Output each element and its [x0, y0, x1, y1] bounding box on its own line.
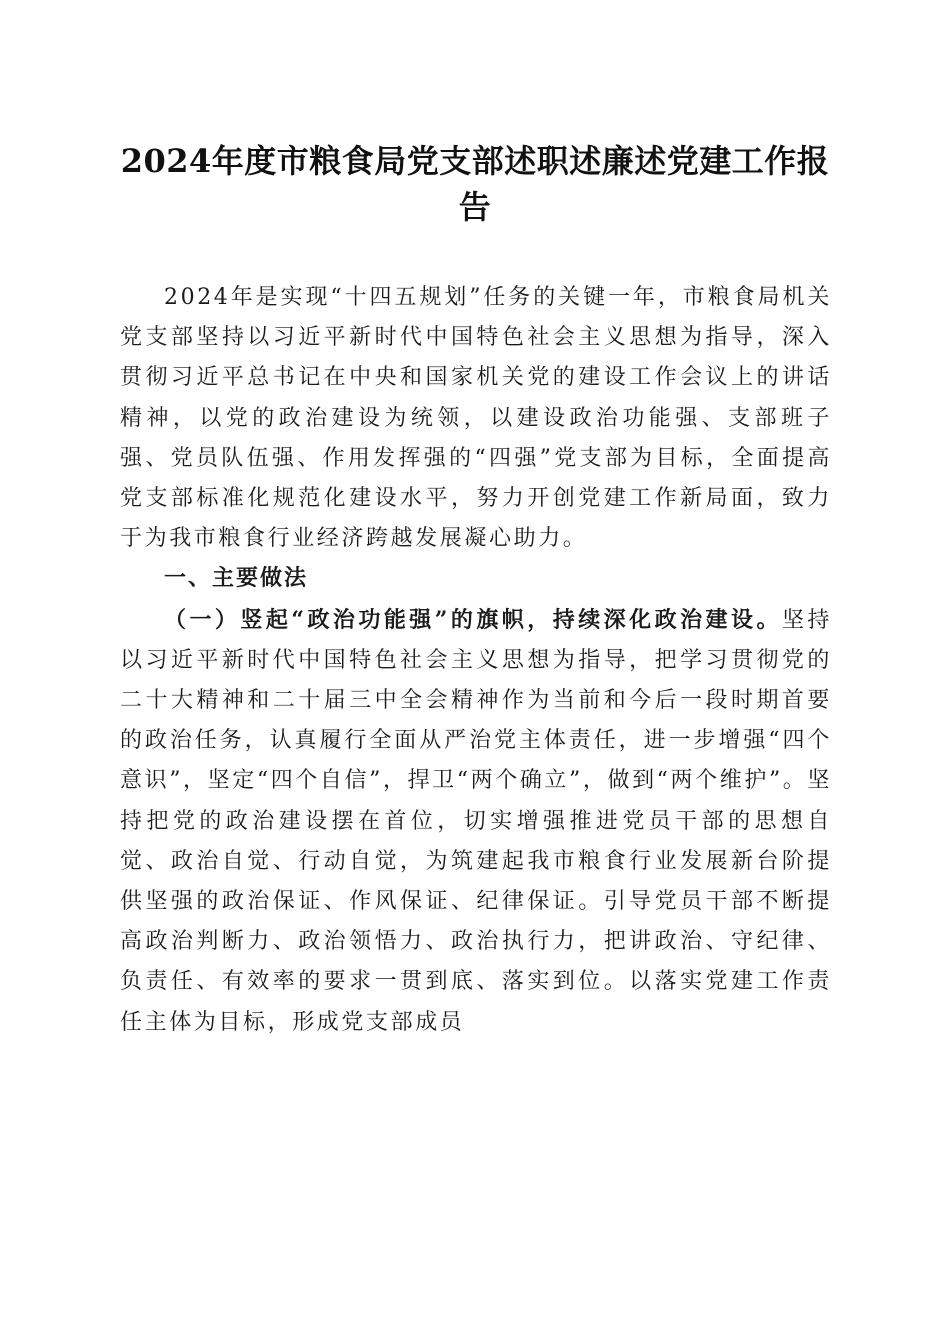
section-heading-main-practices: 一、主要做法 — [164, 566, 309, 592]
intro-paragraph: 2024年是实现“十四五规划”任务的关键一年，市粮食局机关党支部坚持以习近平新时代中国特色社会主义思想为指导，深入贯彻习近平总书记在中央和国家机关党的建设工作会议上的讲话精神，以党的政治建设为统领，以建设政治功能强、支部班子强、党员队伍强、作用发挥强的“四强”党支部为目标，全面提高党支部标准化规范化建设水平，努力开创党建工作新局面，致力于为我市粮食行业经济跨越发展凝心助力。 — [120, 285, 832, 552]
document-title: 2024年度市粮食局党支部述职述廉述党建工作报告 — [120, 142, 830, 226]
document-body — [120, 278, 832, 1043]
subsection-body-text: 坚持以习近平新时代中国特色社会主义思想为指导，把学习贯彻党的二十大精神和二十届三中全会精神作为当前和今后一段时期首要的政治任务，认真履行全面从严治党主体责任，进一步增强“四个意识”，坚定“四个自信”，捍卫“两个确立”，做到“两个维护”。坚持把党的政治建设摆在首位，切实增强推进党员干部的思想自觉、政治自觉、行动自觉，为筑建起我市粮食行业发展新台阶提供坚强的政治保证、作风保证、纪律保证。引导党员干部不断提高政治判断力、政治领悟力、政治执行力，把讲政治、守纪律、负责任、有效率的要求一贯到底、落实到位。以落实党建工作责任主体为目标，形成党支部成员 — [120, 607, 833, 1035]
subsection-paragraph — [120, 600, 832, 1043]
subsection-heading-political-function: （一）竖起“政治功能强”的旗帜，持续深化政治建设。 — [164, 606, 782, 633]
